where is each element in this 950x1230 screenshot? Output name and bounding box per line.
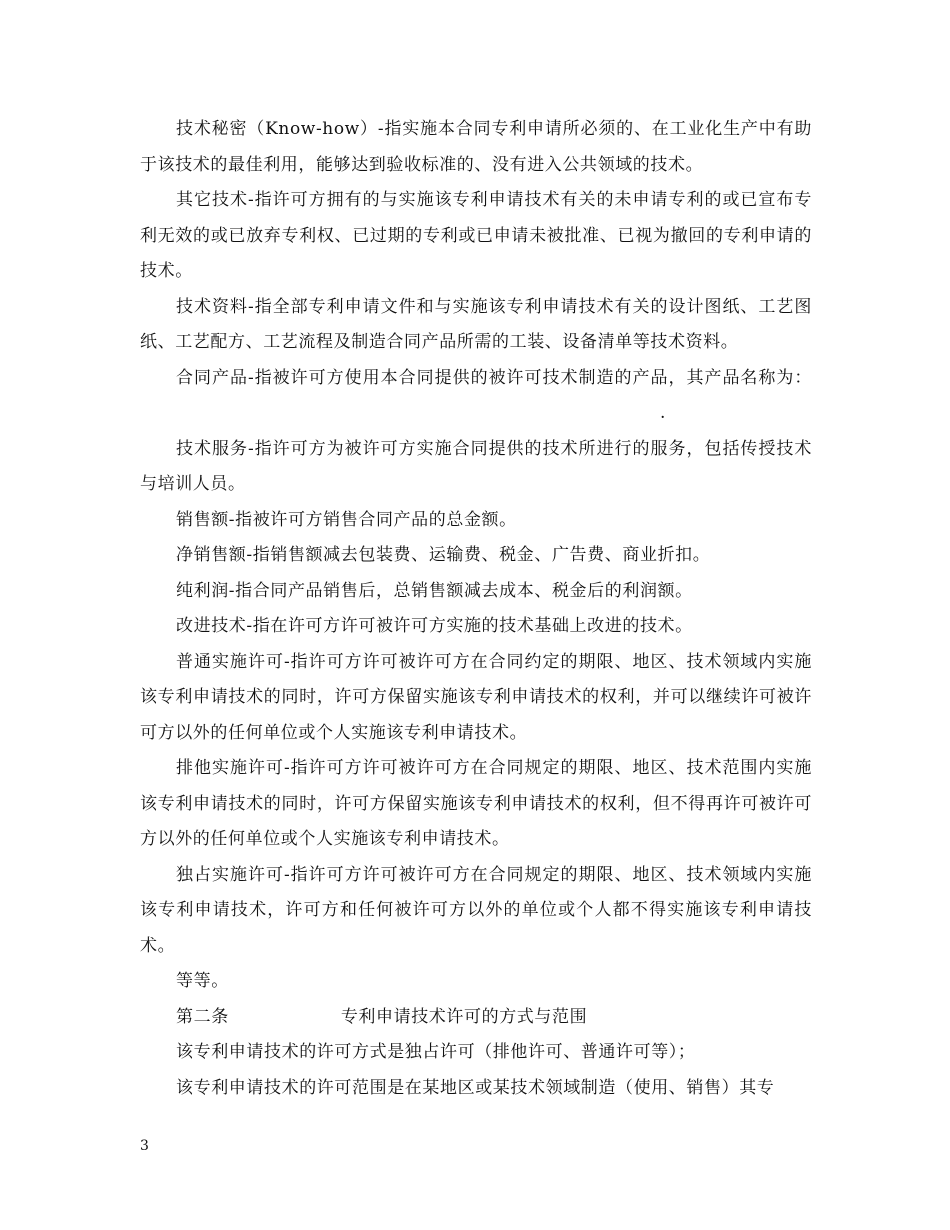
- article-heading: [140, 1000, 812, 1036]
- contract-product-end: .: [660, 403, 667, 423]
- paragraph-net-profit: 纯利润-指合同产品销售后，总销售额减去成本、税金后的利润额。: [176, 580, 693, 601]
- document-body: [140, 112, 812, 1106]
- paragraph-other-technology: 其它技术-指许可方拥有的与实施该专利申请技术有关的未申请专利的或已宣布专利无效的或已放弃专利权、已过期的专利或已申请未被批准、已视为撤回的专利申请的技术。: [140, 190, 812, 281]
- paragraph-sales: 销售额-指被许可方销售合同产品的总金额。: [176, 509, 517, 530]
- paragraph-license-method: 该专利申请技术的许可方式是独占许可（排他许可、普通许可等）；: [176, 1042, 696, 1062]
- article-title: 专利申请技术许可的方式与范围: [340, 1006, 588, 1027]
- contract-product-text: 合同产品-指被许可方使用本合同提供的被许可技术制造的产品，其产品名称为：: [176, 367, 812, 388]
- paragraph-exclusive-license: 排他实施许可-指许可方许可被许可方在合同规定的期限、地区、技术范围内实施该专利申请技术的同时，许可方保留实施该专利申请技术的权利，但不得再许可被许可方以外的任何单位或个人实施该专利申请技术。: [140, 758, 812, 849]
- paragraph-ordinary-license: 普通实施许可-指许可方许可被许可方在合同约定的期限、地区、技术领域内实施该专利申请技术的同时，许可方保留实施该专利申请技术的权利，并可以继续许可被许可方以外的任何单位或个人实施该专利申请技术。: [140, 651, 812, 743]
- paragraph-net-sales: 净销售额-指销售额减去包装费、运输费、税金、广告费、商业折扣。: [176, 545, 711, 565]
- page-number: 3: [140, 1138, 149, 1154]
- paragraph-improved-technology: 改进技术-指在许可方许可被许可方实施的技术基础上改进的技术。: [176, 616, 693, 636]
- paragraph-technical-service: 技术服务-指许可方为被许可方实施合同提供的技术所进行的服务，包括传授技术与培训人员。: [140, 438, 812, 494]
- paragraph-know-how: 技术秘密（Know-how）-指实施本合同专利申请所必须的、在工业化生产中有助于该技术的最佳利用，能够达到验收标准的、没有进入公共领域的技术。: [140, 119, 812, 175]
- paragraph-sole-license: 独占实施许可-指许可方许可被许可方在合同规定的期限、地区、技术领域内实施该专利申请技术，许可方和任何被许可方以外的单位或个人都不得实施该专利申请技术。: [140, 864, 812, 956]
- article-number: 第二条: [176, 1006, 229, 1027]
- paragraph-etc: 等等。: [176, 971, 229, 991]
- paragraph-contract-product: [140, 361, 812, 432]
- paragraph-technical-materials: 技术资料-指全部专利申请文件和与实施该专利申请技术有关的设计图纸、工艺图纸、工艺配方、工艺流程及制造合同产品所需的工装、设备清单等技术资料。: [140, 296, 812, 352]
- paragraph-license-scope: 该专利申请技术的许可范围是在某地区或某技术领域制造（使用、销售）其专: [176, 1077, 775, 1098]
